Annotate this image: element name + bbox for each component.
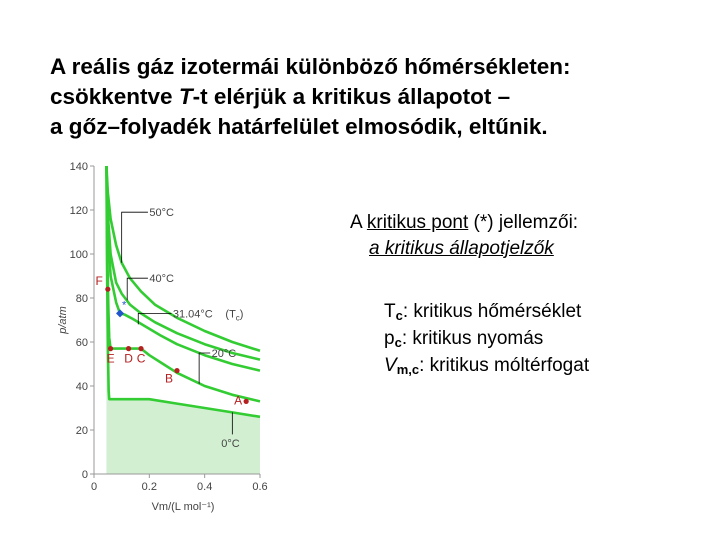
- critical-temperature-subscript-label: c: [235, 313, 240, 323]
- critical-temperature-subscript: c: [395, 308, 403, 323]
- critical-pressure-text: : kritikus nyomás: [401, 328, 544, 349]
- isotherm-label-0: 50°C: [149, 207, 174, 220]
- isotherm-line-40-c: [106, 166, 260, 360]
- state-point-label-a: A: [234, 393, 243, 408]
- state-point-e: [108, 346, 113, 351]
- state-point-label-f: F: [95, 274, 103, 289]
- state-point-f: [105, 287, 110, 292]
- critical-intro-post: (*) jellemzői:: [468, 212, 579, 233]
- isotherm-chart-svg: [52, 156, 272, 516]
- state-point-b: [174, 368, 179, 373]
- state-point-d: [126, 346, 131, 351]
- isotherm-label-4: 20°C: [211, 348, 237, 360]
- x-tick-label-0: 0: [90, 481, 98, 493]
- title-line-2-post: -t elérjük a kritikus állapotot –: [192, 84, 511, 109]
- x-tick-label-3: 0.6: [252, 481, 268, 493]
- critical-temperature-text: : kritikus hőmérséklet: [402, 301, 582, 322]
- critical-temperature-item: [384, 298, 589, 325]
- isotherm-line-31-04-c: [106, 166, 260, 371]
- isotherm-line-0-c: [106, 166, 260, 417]
- x-axis-label: Vm/(L mol⁻¹): [151, 501, 215, 513]
- isotherm-label-2: 31.04°C: [172, 308, 213, 321]
- critical-temperature-label-tail: ): [239, 308, 244, 321]
- state-point-label-b: B: [164, 371, 173, 386]
- y-tick-label-0: 0: [81, 469, 88, 481]
- x-tick-label-1: 0.2: [141, 481, 157, 493]
- y-tick-label-80: 80: [75, 293, 88, 305]
- isotherm-chart: [52, 156, 272, 516]
- isotherm-label-5: 0°C: [221, 438, 240, 451]
- y-tick-label-120: 120: [69, 205, 88, 217]
- title-temperature-symbol: T: [178, 84, 193, 109]
- y-tick-label-20: 20: [75, 425, 88, 437]
- critical-pressure-item: [384, 325, 589, 352]
- isotherm-line-50-c: [106, 166, 260, 351]
- critical-molar-volume-symbol: V: [384, 355, 397, 376]
- critical-point-term: kritikus pont: [366, 212, 469, 233]
- state-point-label-c: C: [136, 351, 146, 366]
- critical-intro-pre: A: [350, 212, 367, 233]
- critical-molar-volume-subscript: m,c: [396, 362, 420, 377]
- y-tick-label-60: 60: [75, 337, 88, 349]
- critical-pressure-symbol: p: [384, 328, 395, 349]
- state-point-label-e: E: [106, 351, 115, 366]
- state-point-c: [138, 346, 143, 351]
- critical-temperature-symbol: T: [384, 301, 396, 322]
- y-axis-label: p/atm: [57, 306, 69, 334]
- critical-pressure-subscript: c: [394, 335, 402, 350]
- state-point-a: [244, 399, 249, 404]
- isotherm-guide-line-0: [122, 212, 148, 263]
- critical-molar-volume-text: : kritikus móltérfogat: [419, 355, 590, 376]
- title-line-3: a gőz–folyadék határfelület elmosódik, eltűnik.: [50, 114, 548, 139]
- critical-state-variables-term: a kritikus állapotjelzők: [369, 238, 554, 259]
- title-line-2-pre: csökkentve: [50, 84, 179, 109]
- isotherm-label-1: 40°C: [149, 273, 174, 286]
- title-line-1: A reális gáz izotermái különböző hőmérsékleten:: [50, 54, 571, 79]
- y-tick-label-140: 140: [69, 161, 88, 173]
- x-tick-label-2: 0.4: [197, 481, 213, 493]
- isotherm-label-3: $(T_c)$: [225, 308, 244, 323]
- slide-title: [50, 52, 710, 142]
- critical-parameters-list: [384, 298, 589, 379]
- y-tick-label-40: 40: [75, 381, 88, 393]
- critical-point-heading: [350, 210, 578, 262]
- y-tick-label-100: 100: [69, 249, 88, 261]
- state-point-label-d: D: [124, 351, 133, 366]
- critical-point-symbol: *: [122, 299, 127, 312]
- title-line-2: [50, 82, 710, 112]
- critical-molar-volume-item: [384, 352, 589, 379]
